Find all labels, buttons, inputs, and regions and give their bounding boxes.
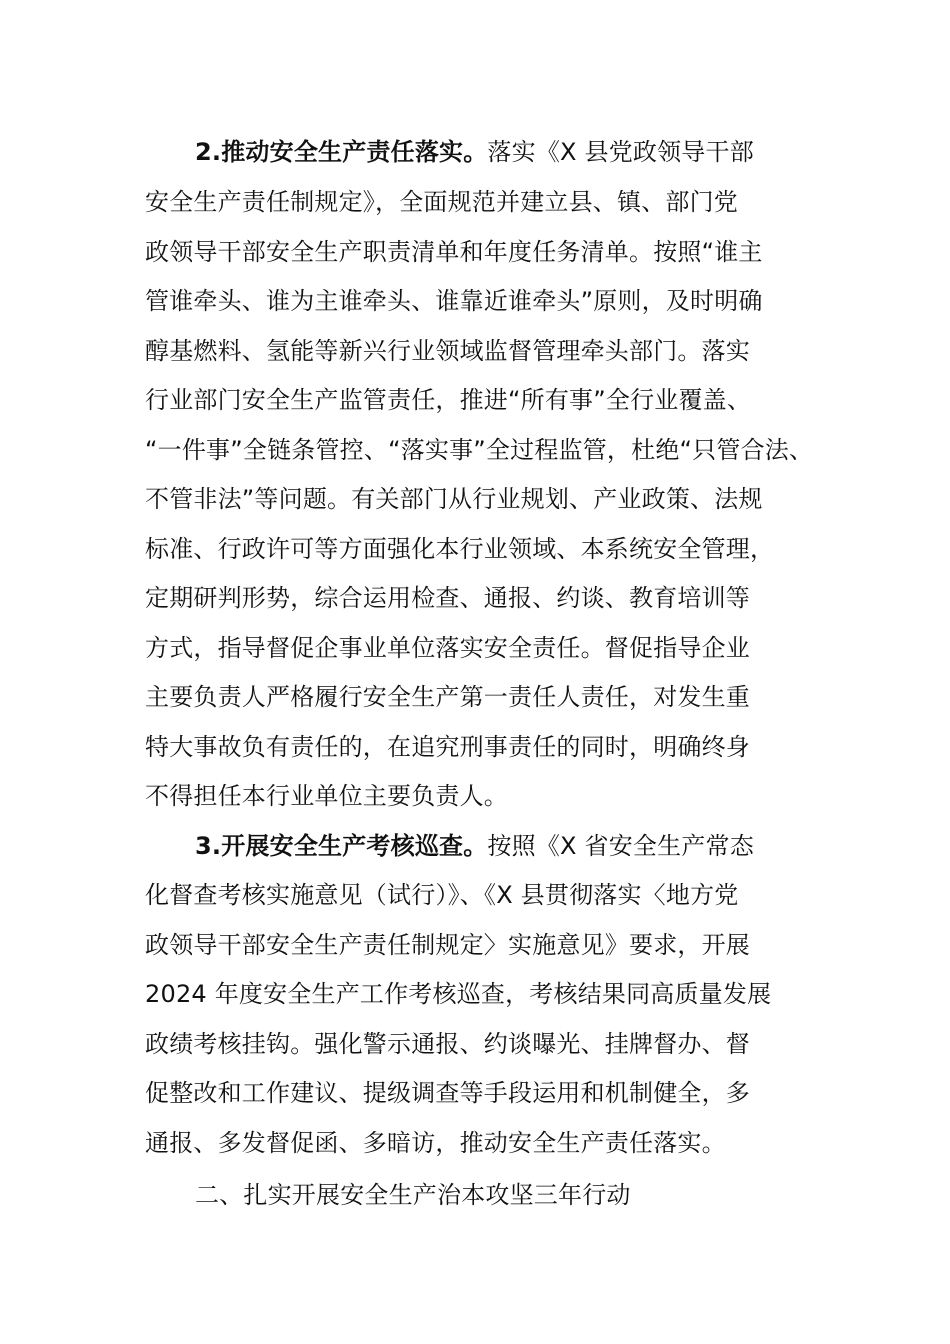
paragraph-2-line: 方式，指导督促企事业单位落实安全责任。督促指导企业 — [145, 634, 750, 662]
paragraph-2-first-line — [195, 127, 754, 177]
paragraph-3-line: 促整改和工作建议、提级调查等手段运用和机制健全，多 — [145, 1079, 750, 1107]
section-heading: 二、扎实开展安全生产治本攻坚三年行动 — [195, 1181, 631, 1209]
paragraph-2-line: 管谁牵头、谁为主谁牵头、谁靠近谁牵头”原则，及时明确 — [145, 287, 763, 315]
paragraph-2-line: 醇基燃料、氢能等新兴行业领域监督管理牵头部门。落实 — [145, 337, 750, 365]
paragraph-2-line: 定期研判形势，综合运用检查、通报、约谈、教育培训等 — [145, 584, 750, 612]
paragraph-3-text: 按照《X 省安全生产常态 — [487, 832, 754, 860]
paragraph-2-line: 不得担任本行业单位主要负责人。 — [145, 782, 508, 810]
paragraph-2-heading: 2.推动安全生产责任落实。 — [195, 138, 488, 166]
paragraph-2-line: 特大事故负有责任的，在追究刑事责任的同时，明确终身 — [145, 733, 750, 761]
paragraph-2-line: 不管非法”等问题。有关部门从行业规划、产业政策、法规 — [145, 485, 763, 513]
paragraph-3-line: 政领导干部安全生产责任制规定〉实施意见》要求，开展 — [145, 931, 750, 959]
paragraph-3-line: 通报、多发督促函、多暗访，推动安全生产责任落实。 — [145, 1129, 726, 1157]
paragraph-2-text: 落实《X 县党政领导干部 — [487, 138, 754, 166]
paragraph-3-line: 2024 年度安全生产工作考核巡查，考核结果同高质量发展 — [145, 980, 772, 1008]
paragraph-2-line: 标准、行政许可等方面强化本行业领域、本系统安全管理， — [145, 535, 775, 563]
paragraph-2-line: 安全生产责任制规定》，全面规范并建立县、镇、部门党 — [145, 188, 738, 216]
paragraph-3-line: 化督查考核实施意见（试行）》、《X 县贯彻落实〈地方党 — [145, 881, 739, 909]
paragraph-3-line: 政绩考核挂钩。强化警示通报、约谈曝光、挂牌督办、督 — [145, 1030, 750, 1058]
paragraph-2-line: “一件事”全链条管控、“落实事”全过程监管，杜绝“只管合法、 — [145, 436, 814, 464]
paragraph-2-line: 政领导干部安全生产职责清单和年度任务清单。按照“谁主 — [145, 238, 763, 266]
paragraph-3-heading: 3.开展安全生产考核巡查。 — [195, 832, 488, 860]
paragraph-3-first-line — [195, 821, 754, 871]
paragraph-2-line: 主要负责人严格履行安全生产第一责任人责任，对发生重 — [145, 683, 750, 711]
paragraph-2-line: 行业部门安全生产监管责任，推进“所有事”全行业覆盖、 — [145, 386, 752, 414]
